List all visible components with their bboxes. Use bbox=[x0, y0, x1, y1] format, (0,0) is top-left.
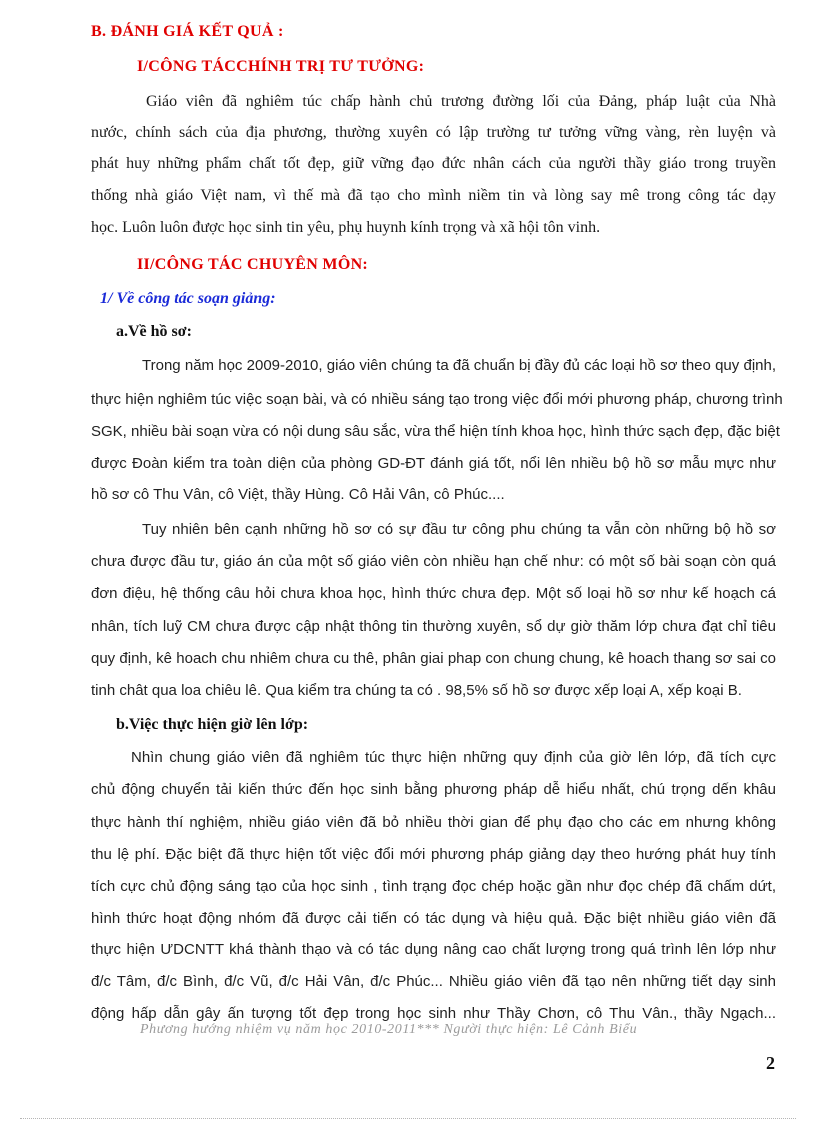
part-b-line: tích cực chủ động sáng tạo của học sinh , tình trạng đọc chép hoặc gần như đọc chép đã chấm dứt, bbox=[91, 878, 776, 895]
section1-line: nước, chính sách của địa phương, thường xuyên có lập trường tư tưởng vững vàng, rèn luyện và bbox=[91, 124, 776, 141]
part-a-line: tinh chât qua loa chiêu lê. Qua kiểm tra chúng ta có . 98,5% số hồ sơ được xếp loại A, xếp koại B. bbox=[91, 682, 742, 699]
section1-line: thống nhà giáo Việt nam, vì thế mà đã tạo cho mình niềm tin và lòng say mê trong công tác dạy bbox=[91, 187, 776, 204]
part-a-line: Tuy nhiên bên cạnh những hồ sơ có sự đầu tư công phu chúng ta vẫn còn những bộ hồ sơ bbox=[142, 521, 776, 538]
section1-line: học. Luôn luôn được học sinh tin yêu, phụ huynh kính trọng và xã hội tôn vinh. bbox=[91, 219, 601, 236]
part-a-line: nhân, tích luỹ CM chưa được cập nhật thông tin thường xuyên, sổ dự giờ thăm lớp chưa đạt chỉ tiêu bbox=[91, 618, 776, 635]
part-b-line: động hấp dẫn gây ấn tượng tốt đẹp trong học sinh như Thầy Chơn, cô Thu Vân., thầy Ngạch... bbox=[91, 1005, 776, 1022]
part-b-line: hình thức hoạt động nhóm đã được cải tiến có tác dụng và hiệu quả. Đặc biệt nhiều giáo viên đã bbox=[91, 910, 776, 927]
subsection-title: 1/ Về công tác soạn giảng: bbox=[100, 290, 276, 307]
part-b-line: chủ động chuyển tải kiến thức đến học sinh bằng phương pháp dễ hiểu nhất, chú trọng dến khâu bbox=[91, 781, 776, 798]
part-a-line: đơn điệu, hệ thống câu hỏi chưa khoa học, hình thức chưa đẹp. Một số loại hồ sơ như kế hoạch cá bbox=[91, 585, 776, 602]
part-a-line: hồ sơ cô Thu Vân, cô Việt, thầy Hùng. Cô Hải Vân, cô Phúc.... bbox=[91, 486, 505, 503]
section1-title: I/CÔNG TÁCCHÍNH TRỊ TƯ TƯỞNG: bbox=[137, 58, 425, 75]
part-b-line: thực hiện ƯDCNTT khá thành thạo và có tác dụng nâng cao chất lượng trong quá trình lên lớp như bbox=[91, 941, 776, 958]
part-a-line: Trong năm học 2009-2010, giáo viên chúng ta đã chuẩn bị đầy đủ các loại hồ sơ theo quy định, bbox=[142, 357, 776, 374]
section1-line: Giáo viên đã nghiêm túc chấp hành chủ trương đường lối của Đảng, pháp luật của Nhà bbox=[146, 93, 776, 110]
page-number: 2 bbox=[766, 1053, 775, 1073]
part-a-line: được Đoàn kiểm tra toàn diện của phòng GD-ĐT đánh giá tốt, nổi lên nhiều bộ hồ sơ mẫu mực như bbox=[91, 455, 776, 472]
page-bottom-divider bbox=[20, 1118, 796, 1119]
page-footer: Phương hướng nhiệm vụ năm học 2010-2011*** Người thực hiện: Lê Cảnh Biểu bbox=[140, 1022, 638, 1037]
section2-title: II/CÔNG TÁC CHUYÊN MÔN: bbox=[137, 256, 369, 273]
part-b-line: Nhìn chung giáo viên đã nghiêm túc thực hiện những quy định của giờ lên lớp, đã tích cực bbox=[131, 749, 776, 766]
main-heading: B. ĐÁNH GIÁ KẾT QUẢ : bbox=[91, 23, 284, 40]
section1-line: phát huy những phẩm chất tốt đẹp, giữ vững đạo đức nhân cách của người thầy giáo trong truyền bbox=[91, 155, 776, 172]
part-b-line: đ/c Tâm, đ/c Bình, đ/c Vũ, đ/c Hải Vân, đ/c Phúc... Nhiều giáo viên đã tạo nên những tiết dạy sinh bbox=[91, 973, 776, 990]
part-b-line: thu lệ phí. Đặc biệt đã thực hiện tốt việc đổi mới phương pháp giảng dạy theo hướng phát huy tính bbox=[91, 846, 776, 863]
part-a-line: thực hiện nghiêm túc việc soạn bài, và có nhiều sáng tạo trong việc đổi mới phương pháp, chương trình bbox=[91, 391, 783, 408]
part-b-title: b.Việc thực hiện giờ lên lớp: bbox=[116, 716, 309, 733]
part-a-line: chưa được đầu tư, giáo án của một số giáo viên còn nhiều hạn chế như: có một số bài soạn còn quá bbox=[91, 553, 776, 570]
part-a-line: SGK, nhiều bài soạn vừa có nội dung sâu sắc, vừa thể hiện tính khoa học, hình thức sạch đẹp, đặc biệt bbox=[91, 423, 780, 440]
part-b-line: thực hành thí nghiệm, nhiều giáo viên đã bỏ nhiều thời gian để phụ đạo cho các em nhưng không bbox=[91, 814, 776, 831]
part-a-line: quy định, kê hoach chu nhiêm chưa cu thê, phân giai phap con chung chung, kê hoach thang sơ sai co bbox=[91, 650, 776, 667]
part-a-title: a.Về hồ sơ: bbox=[116, 323, 192, 340]
